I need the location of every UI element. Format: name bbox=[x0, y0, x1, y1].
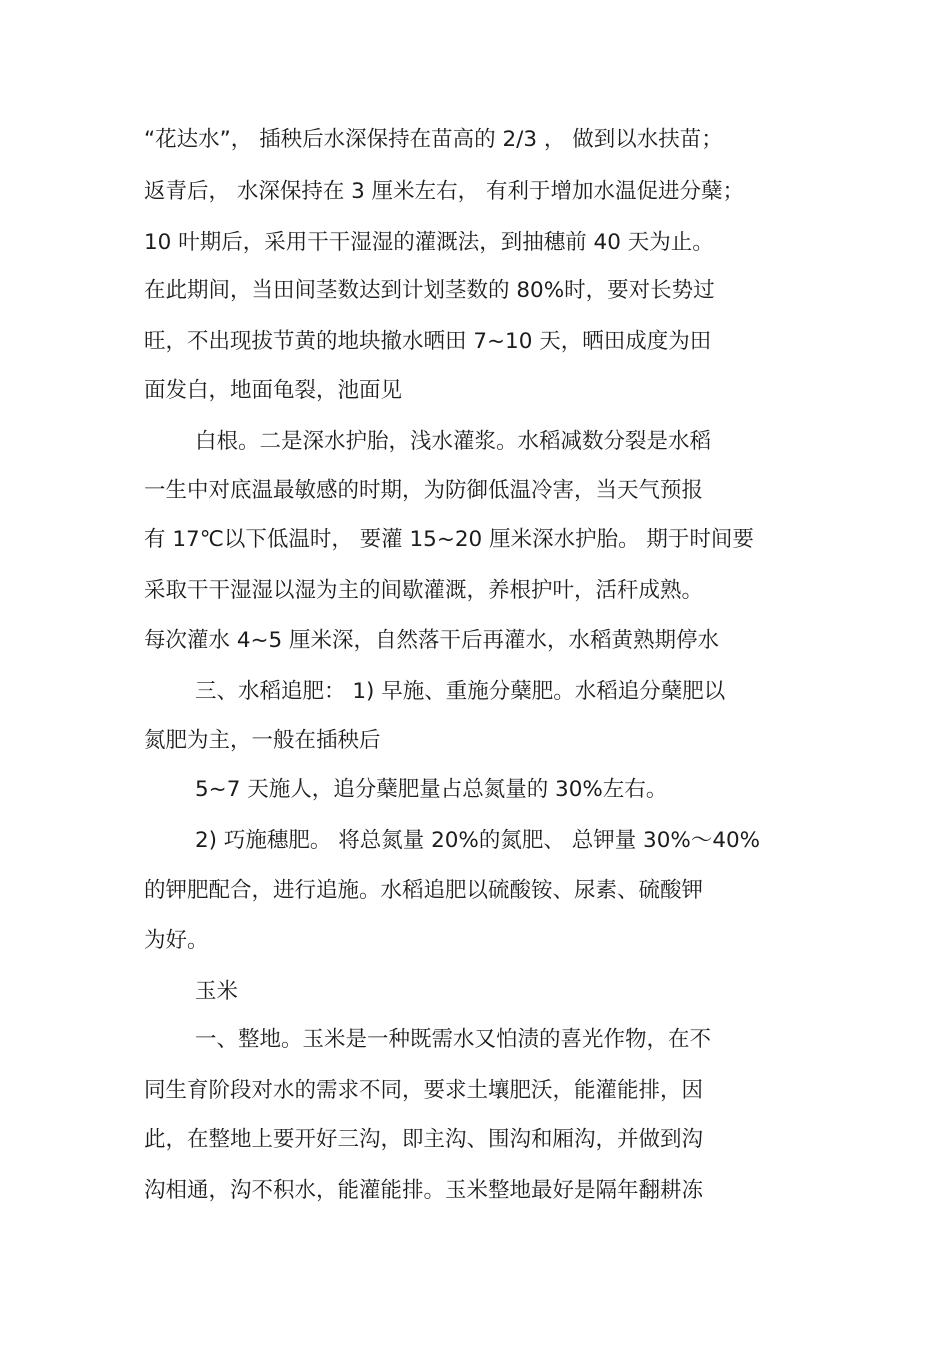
text-line: 2) 巧施穗肥。 将总氮量 20%的氮肥、 总钾量 30%～40% bbox=[195, 828, 761, 853]
text-line: “花达水”， 插秧后水深保持在苗高的 2/3 ， 做到以水扶苗； bbox=[144, 127, 723, 152]
text-line: 面发白，地面龟裂，池面见 bbox=[144, 378, 403, 403]
text-line: 为好。 bbox=[144, 928, 209, 953]
text-line: 同生育阶段对水的需求不同，要求土壤肥沃，能灌能排，因 bbox=[144, 1078, 704, 1103]
text-line: 一生中对底温最敏感的时期，为防御低温冷害，当天气预报 bbox=[144, 478, 704, 503]
text-line: 返青后， 水深保持在 3 厘米左右， 有利于增加水温促进分蘖； bbox=[144, 179, 745, 204]
text-line: 氮肥为主，一般在插秧后 bbox=[144, 728, 381, 753]
text-line: 白根。二是深水护胎，浅水灌浆。水稻减数分裂是水稻 bbox=[195, 429, 712, 454]
text-line: 10 叶期后，采用干干湿湿的灌溉法，到抽穗前 40 天为止。 bbox=[144, 230, 714, 255]
text-line: 此，在整地上要开好三沟，即主沟、围沟和厢沟，并做到沟 bbox=[144, 1127, 704, 1152]
text-line: 沟相通，沟不积水，能灌能排。玉米整地最好是隔年翻耕冻 bbox=[144, 1178, 704, 1203]
text-line: 一、整地。玉米是一种既需水又怕渍的喜光作物，在不 bbox=[195, 1027, 712, 1052]
text-line: 在此期间，当田间茎数达到计划茎数的 80%时，要对长势过 bbox=[144, 278, 715, 303]
text-line: 有 17℃以下低温时， 要灌 15~20 厘米深水护胎。 期于时间要 bbox=[144, 527, 754, 552]
text-line: 旺，不出现拔节黄的地块撤水晒田 7~10 天，晒田成度为田 bbox=[144, 329, 712, 354]
text-line: 的钾肥配合，进行追施。水稻追肥以硫酸铵、尿素、硫酸钾 bbox=[144, 878, 704, 903]
text-line: 每次灌水 4~5 厘米深，自然落干后再灌水，水稻黄熟期停水 bbox=[144, 628, 720, 653]
text-line: 5~7 天施人，追分蘖肥量占总氮量的 30%左右。 bbox=[195, 777, 668, 802]
text-line: 采取干干湿湿以湿为主的间歇灌溉，养根护叶，活秆成熟。 bbox=[144, 578, 704, 603]
text-line: 三、水稻追肥： 1) 早施、重施分蘖肥。水稻追分蘖肥以 bbox=[195, 679, 726, 704]
section-heading: 玉米 bbox=[195, 979, 239, 1004]
